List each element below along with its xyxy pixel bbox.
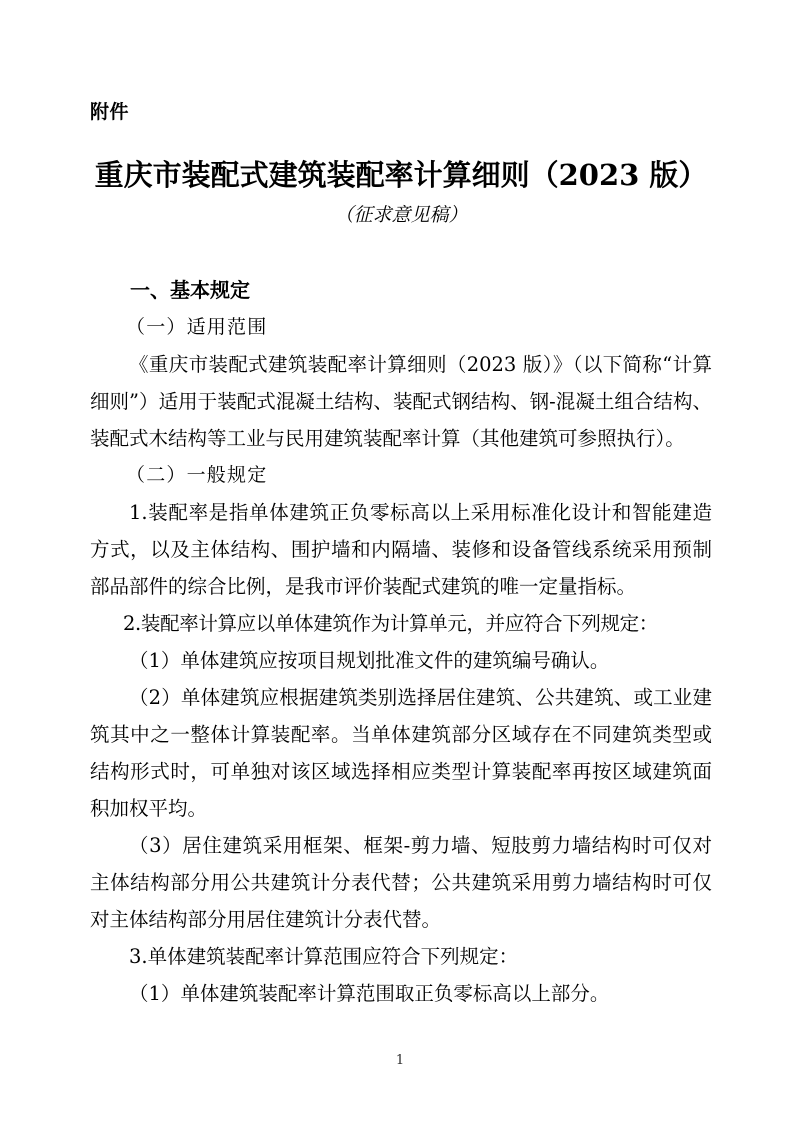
subsection-heading-scope: （一）适用范围 [126,316,268,338]
document-body [90,272,712,1012]
subsection-heading-general-rules: （二）一般规定 [126,464,268,486]
paragraph-general-3: 3.单体建筑装配率计算范围应符合下列规定： [129,945,519,968]
paragraph-scope-1: 《重庆市装配式建筑装配率计算细则（2023 版）》（以下简称“计算细则”）适用于装配式混凝土结构、装配式钢结构、钢-混凝土组合结构、装配式木结构等工业与民用建筑装配率计算（其他建筑可参照执行）。 [90,353,712,450]
paragraph-general-2-item-1: （1）单体建筑应按项目规划批准文件的建筑编号确认。 [129,649,610,672]
paragraph-general-3-item-1: （1）单体建筑装配率计算范围取正负零标高以上部分。 [129,982,610,1005]
paragraph-general-2-item-3: （3）居住建筑采用框架、框架-剪力墙、短肢剪力墙结构时可仅对主体结构部分用公共建筑计分表代替；公共建筑采用剪力墙结构时可仅对主体结构部分用居住建筑计分表代替。 [90,834,712,931]
section-heading-basic-rules: 一、基本规定 [130,278,250,302]
document-subtitle: （征求意见稿） [334,204,468,226]
attachment-label: 附件 [90,101,130,123]
paragraph-general-1: 1.装配率是指单体建筑正负零标高以上采用标准化设计和智能建造方式，以及主体结构、围护墙和内隔墙、装修和设备管线系统采用预制部品部件的综合比例，是我市评价装配式建筑的唯一定量指标。 [90,501,712,598]
paragraph-general-2: 2.装配率计算应以单体建筑作为计算单元，并应符合下列规定： [123,612,658,635]
page-number: 1 [395,1053,405,1068]
document-title: 重庆市装配式建筑装配率计算细则（2023 版） [94,158,708,192]
paragraph-general-2-item-2: （2）单体建筑应根据建筑类别选择居住建筑、公共建筑、或工业建筑其中之一整体计算装配率。当单体建筑部分区域存在不同建筑类型或结构形式时，可单独对该区域选择相应类型计算装配率再按区域建筑面积加权平均。 [90,686,712,820]
